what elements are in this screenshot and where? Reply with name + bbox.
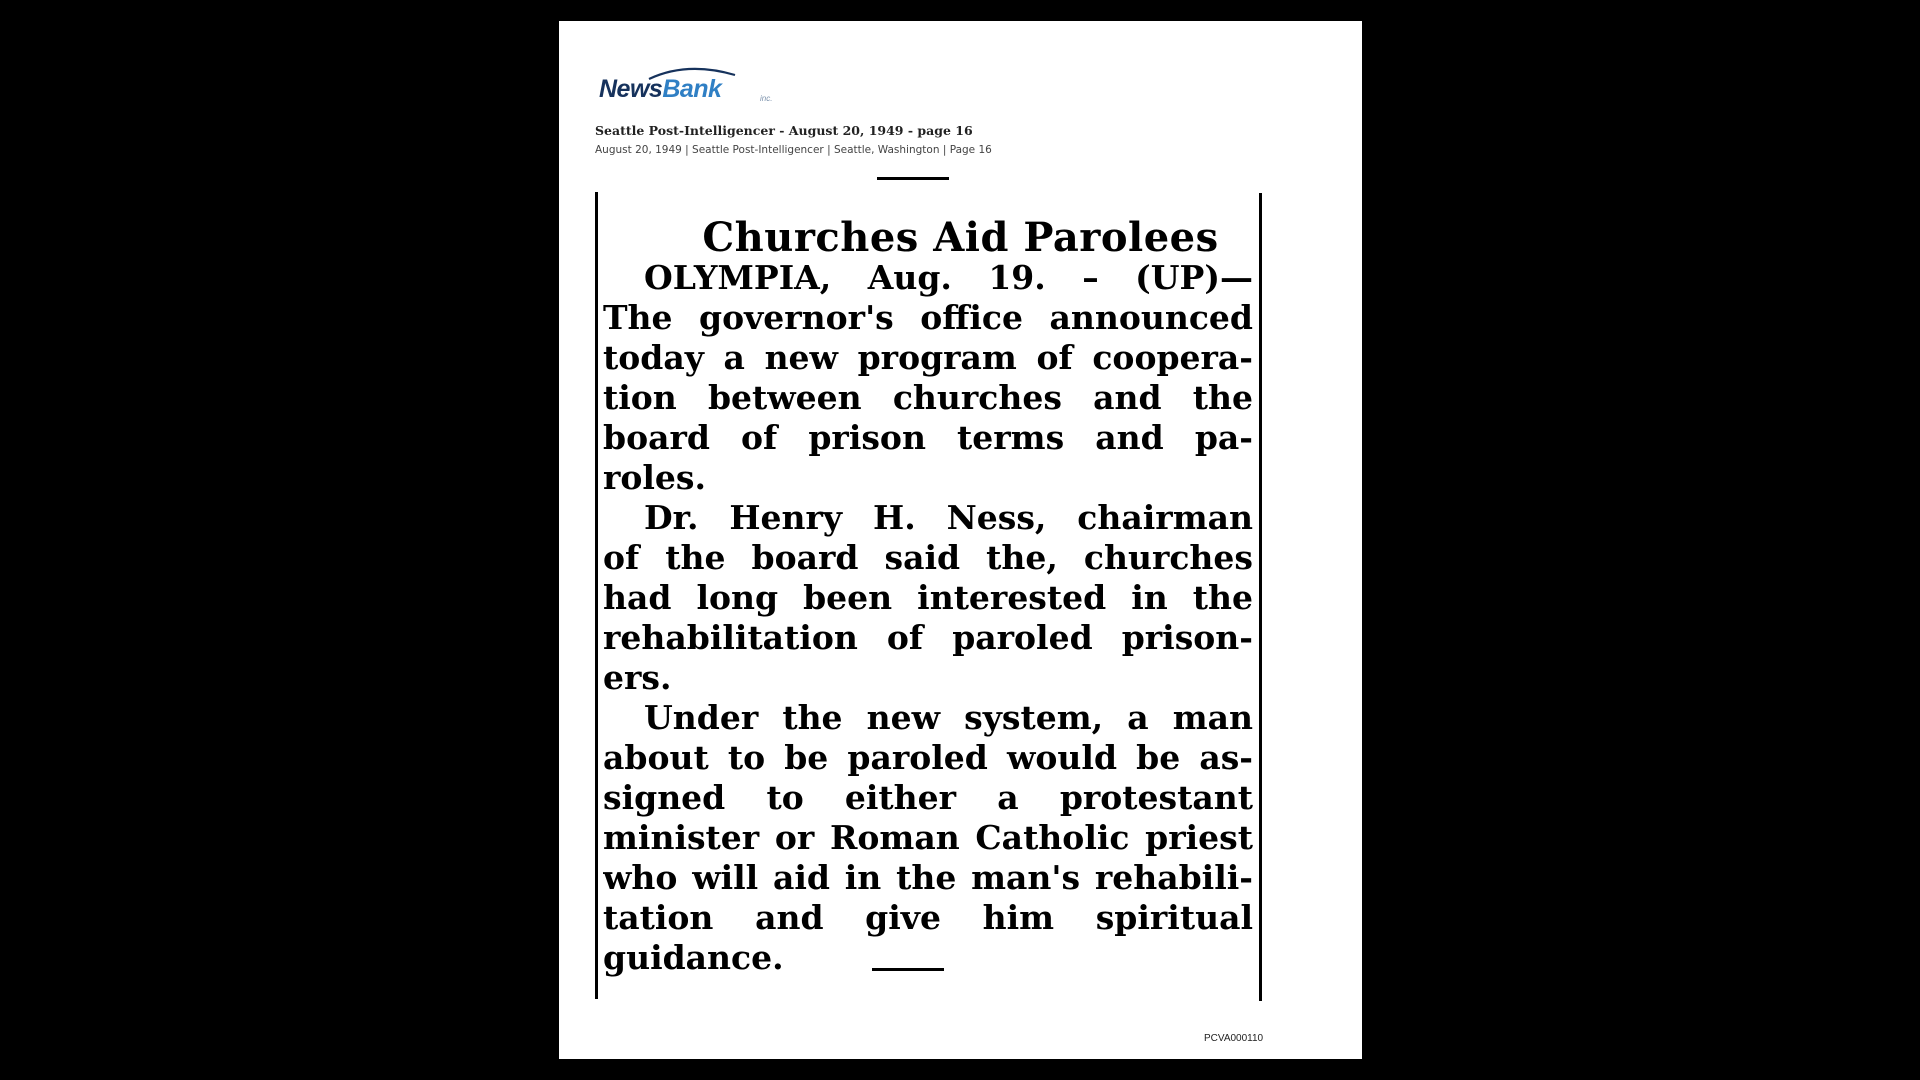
article-line: roles. bbox=[603, 458, 706, 497]
article-line: who will aid in the man's rehabili- bbox=[603, 858, 1253, 897]
clipping-top-dash bbox=[877, 177, 949, 180]
article-line: rehabilitation of paroled prison- bbox=[603, 618, 1253, 657]
logo-wordmark bbox=[599, 75, 721, 104]
article-headline: Churches Aid Parolees bbox=[702, 214, 1219, 261]
article-line: tion between churches and the bbox=[603, 378, 1253, 417]
article-line: Dr. Henry H. Ness, chairman bbox=[644, 498, 1253, 537]
article-line: Under the new system, a man bbox=[644, 698, 1253, 737]
document-title: Seattle Post-Intelligencer - August 20, 1949 - page 16 bbox=[595, 123, 973, 138]
article-line: signed to either a protestant bbox=[603, 778, 1253, 817]
logo-inc-text: inc. bbox=[760, 94, 773, 103]
document-page bbox=[559, 21, 1362, 1059]
article-line: today a new program of coopera- bbox=[603, 338, 1253, 377]
article-line: board of prison terms and pa- bbox=[603, 418, 1253, 457]
article-line: about to be paroled would be as- bbox=[603, 738, 1253, 777]
article-line: guidance. bbox=[603, 938, 784, 977]
clipping-left-rule bbox=[595, 192, 598, 999]
newsbank-logo bbox=[599, 67, 799, 117]
article-line: OLYMPIA, Aug. 19. – (UP)— bbox=[644, 258, 1253, 297]
reference-code: PCVA000110 bbox=[1204, 1033, 1264, 1044]
article-line: The governor's office announced bbox=[603, 298, 1253, 337]
article-line: of the board said the, churches bbox=[603, 538, 1253, 577]
document-meta: August 20, 1949 | Seattle Post-Intelligencer | Seattle, Washington | Page 16 bbox=[595, 144, 992, 156]
logo-news-text: News bbox=[599, 75, 663, 103]
article-line: tation and give him spiritual bbox=[603, 898, 1253, 937]
logo-bank-text: Bank bbox=[662, 75, 722, 103]
article-line: ers. bbox=[603, 658, 672, 697]
article-line: had long been interested in the bbox=[603, 578, 1253, 617]
article-line: minister or Roman Catholic priest bbox=[603, 818, 1253, 857]
clipping-right-rule bbox=[1259, 193, 1262, 1001]
